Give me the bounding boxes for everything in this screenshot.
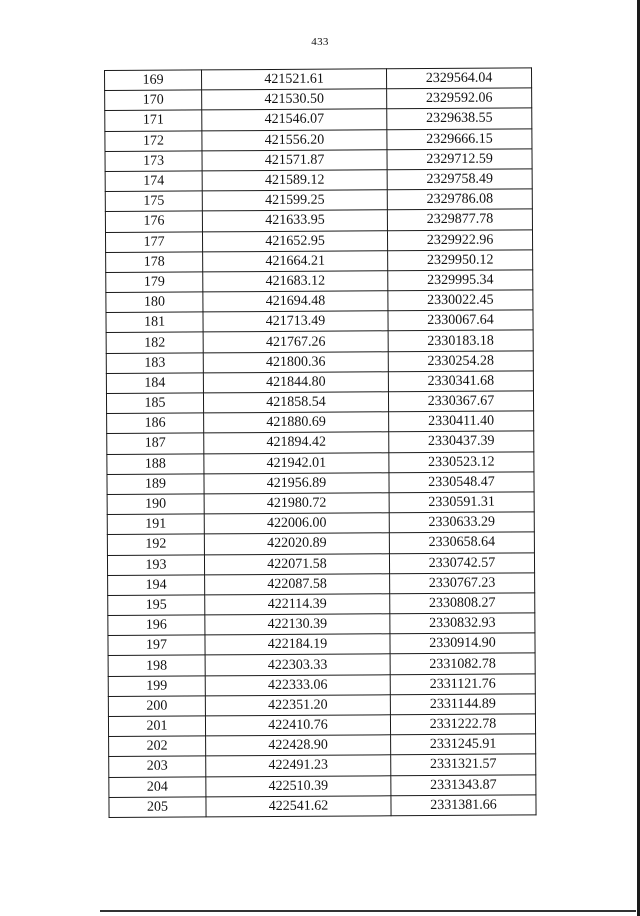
x-coordinate-cell: 421894.42 (204, 432, 389, 453)
x-coordinate-cell: 421980.72 (204, 493, 389, 514)
x-coordinate-cell: 421880.69 (204, 412, 389, 433)
point-id-cell: 186 (107, 413, 204, 434)
point-id-cell: 197 (108, 635, 205, 656)
table-row (108, 633, 535, 656)
page-edge-bottom (100, 910, 636, 912)
point-id-cell: 184 (106, 373, 203, 394)
table-row (109, 795, 536, 818)
table-row (107, 472, 534, 495)
x-coordinate-cell: 422333.06 (205, 674, 390, 695)
point-id-cell: 183 (106, 353, 203, 374)
point-id-cell: 203 (109, 756, 206, 777)
y-coordinate-cell: 2329638.55 (387, 108, 532, 129)
point-id-cell: 202 (109, 736, 206, 757)
point-id-cell: 169 (105, 70, 202, 91)
point-id-cell: 181 (106, 312, 203, 333)
y-coordinate-cell: 2330523.12 (389, 451, 534, 472)
table-row (105, 128, 532, 151)
x-coordinate-cell: 422184.19 (205, 634, 390, 655)
x-coordinate-cell: 421858.54 (203, 392, 388, 413)
point-id-cell: 178 (106, 252, 203, 273)
x-coordinate-cell: 422006.00 (204, 513, 389, 534)
point-id-cell: 193 (107, 554, 204, 575)
x-coordinate-cell: 421664.21 (203, 250, 388, 271)
point-id-cell: 204 (109, 776, 206, 797)
page-number: 433 (311, 36, 329, 48)
table-row (108, 694, 535, 717)
y-coordinate-cell: 2330022.45 (388, 290, 533, 311)
table-row (105, 88, 532, 111)
x-coordinate-cell: 421546.07 (202, 109, 387, 130)
y-coordinate-cell: 2330341.68 (388, 371, 533, 392)
table-row (106, 371, 533, 394)
x-coordinate-cell: 422303.33 (205, 654, 390, 675)
y-coordinate-cell: 2329950.12 (388, 250, 533, 271)
table-row (106, 290, 533, 313)
y-coordinate-cell: 2330767.23 (390, 573, 535, 594)
table-row (105, 149, 532, 172)
x-coordinate-cell: 422541.62 (206, 796, 391, 817)
x-coordinate-cell: 421683.12 (203, 271, 388, 292)
y-coordinate-cell: 2330548.47 (389, 472, 534, 493)
table-row (107, 532, 534, 555)
point-id-cell: 201 (108, 716, 205, 737)
y-coordinate-cell: 2330633.29 (389, 512, 534, 533)
table-row (106, 270, 533, 293)
point-id-cell: 180 (106, 292, 203, 313)
table-row (107, 431, 534, 454)
table-row (105, 209, 532, 232)
x-coordinate-cell: 422410.76 (205, 715, 390, 736)
y-coordinate-cell: 2329922.96 (387, 229, 532, 250)
y-coordinate-cell: 2330808.27 (390, 593, 535, 614)
x-coordinate-cell: 422020.89 (204, 533, 389, 554)
x-coordinate-cell: 422087.58 (205, 573, 390, 594)
table-row (107, 552, 534, 575)
table-row (106, 330, 533, 353)
x-coordinate-cell: 421652.95 (202, 230, 387, 251)
y-coordinate-cell: 2329564.04 (386, 68, 531, 89)
y-coordinate-cell: 2330658.64 (389, 532, 534, 553)
table-row (105, 108, 532, 131)
table-row (105, 229, 532, 252)
y-coordinate-cell: 2329786.08 (387, 189, 532, 210)
x-coordinate-cell: 421942.01 (204, 452, 389, 473)
point-id-cell: 173 (105, 151, 202, 172)
y-coordinate-cell: 2331082.78 (390, 653, 535, 674)
y-coordinate-cell: 2331343.87 (391, 774, 536, 795)
x-coordinate-cell: 421556.20 (202, 129, 387, 150)
x-coordinate-cell: 421521.61 (202, 69, 387, 90)
y-coordinate-cell: 2329758.49 (387, 169, 532, 190)
y-coordinate-cell: 2331144.89 (390, 694, 535, 715)
y-coordinate-cell: 2330437.39 (389, 431, 534, 452)
x-coordinate-cell: 421589.12 (202, 170, 387, 191)
table-row (105, 169, 532, 192)
x-coordinate-cell: 421633.95 (202, 210, 387, 231)
point-id-cell: 190 (107, 494, 204, 515)
x-coordinate-cell: 422071.58 (204, 553, 389, 574)
point-id-cell: 199 (108, 676, 205, 697)
x-coordinate-cell: 422351.20 (205, 695, 390, 716)
y-coordinate-cell: 2330742.57 (389, 552, 534, 573)
table-row (108, 593, 535, 616)
point-id-cell: 177 (105, 231, 202, 252)
point-id-cell: 172 (105, 130, 202, 151)
y-coordinate-cell: 2331121.76 (390, 674, 535, 695)
y-coordinate-cell: 2329592.06 (387, 88, 532, 109)
point-id-cell: 189 (107, 474, 204, 495)
point-id-cell: 198 (108, 655, 205, 676)
y-coordinate-cell: 2331245.91 (391, 734, 536, 755)
x-coordinate-cell: 421800.36 (203, 351, 388, 372)
x-coordinate-cell: 421767.26 (203, 331, 388, 352)
point-id-cell: 170 (105, 90, 202, 111)
table-row (108, 653, 535, 676)
x-coordinate-cell: 421694.48 (203, 291, 388, 312)
y-coordinate-cell: 2330254.28 (388, 351, 533, 372)
x-coordinate-cell: 421713.49 (203, 311, 388, 332)
x-coordinate-cell: 422114.39 (205, 594, 390, 615)
point-id-cell: 194 (108, 575, 205, 596)
table-row (107, 512, 534, 535)
point-id-cell: 182 (106, 332, 203, 353)
point-id-cell: 205 (109, 797, 206, 818)
y-coordinate-cell: 2329877.78 (387, 209, 532, 230)
y-coordinate-cell: 2330183.18 (388, 330, 533, 351)
point-id-cell: 191 (107, 514, 204, 535)
table-row (109, 754, 536, 777)
point-id-cell: 176 (105, 211, 202, 232)
point-id-cell: 200 (108, 696, 205, 717)
y-coordinate-cell: 2331381.66 (391, 795, 536, 816)
y-coordinate-cell: 2329995.34 (388, 270, 533, 291)
point-id-cell: 192 (107, 534, 204, 555)
table-row (108, 573, 535, 596)
y-coordinate-cell: 2331222.78 (390, 714, 535, 735)
point-id-cell: 171 (105, 110, 202, 131)
point-id-cell: 179 (106, 272, 203, 293)
table-row (106, 310, 533, 333)
table-row (106, 250, 533, 273)
table-row (107, 451, 534, 474)
y-coordinate-cell: 2330067.64 (388, 310, 533, 331)
coordinate-table (104, 67, 537, 818)
x-coordinate-cell: 421844.80 (203, 372, 388, 393)
y-coordinate-cell: 2331321.57 (391, 754, 536, 775)
x-coordinate-cell: 422491.23 (206, 755, 391, 776)
table-row (109, 734, 536, 757)
y-coordinate-cell: 2330367.67 (388, 391, 533, 412)
y-coordinate-cell: 2330411.40 (389, 411, 534, 432)
point-id-cell: 195 (108, 595, 205, 616)
table-row (107, 411, 534, 434)
y-coordinate-cell: 2329712.59 (387, 149, 532, 170)
point-id-cell: 174 (105, 171, 202, 192)
y-coordinate-cell: 2329666.15 (387, 128, 532, 149)
x-coordinate-cell: 421530.50 (202, 89, 387, 110)
table-row (109, 774, 536, 797)
table-row (105, 189, 532, 212)
x-coordinate-cell: 421599.25 (202, 190, 387, 211)
x-coordinate-cell: 421571.87 (202, 150, 387, 171)
point-id-cell: 175 (105, 191, 202, 212)
point-id-cell: 187 (107, 433, 204, 454)
table-row (106, 391, 533, 414)
x-coordinate-cell: 422510.39 (206, 775, 391, 796)
table-row (108, 613, 535, 636)
y-coordinate-cell: 2330832.93 (390, 613, 535, 634)
table-row (107, 492, 534, 515)
point-id-cell: 188 (107, 453, 204, 474)
table-row (108, 674, 535, 697)
x-coordinate-cell: 421956.89 (204, 473, 389, 494)
x-coordinate-cell: 422130.39 (205, 614, 390, 635)
point-id-cell: 185 (106, 393, 203, 414)
table-row (105, 68, 532, 91)
y-coordinate-cell: 2330914.90 (390, 633, 535, 654)
coordinate-table-body (105, 68, 537, 818)
table-row (106, 351, 533, 374)
x-coordinate-cell: 422428.90 (206, 735, 391, 756)
table-row (108, 714, 535, 737)
y-coordinate-cell: 2330591.31 (389, 492, 534, 513)
point-id-cell: 196 (108, 615, 205, 636)
